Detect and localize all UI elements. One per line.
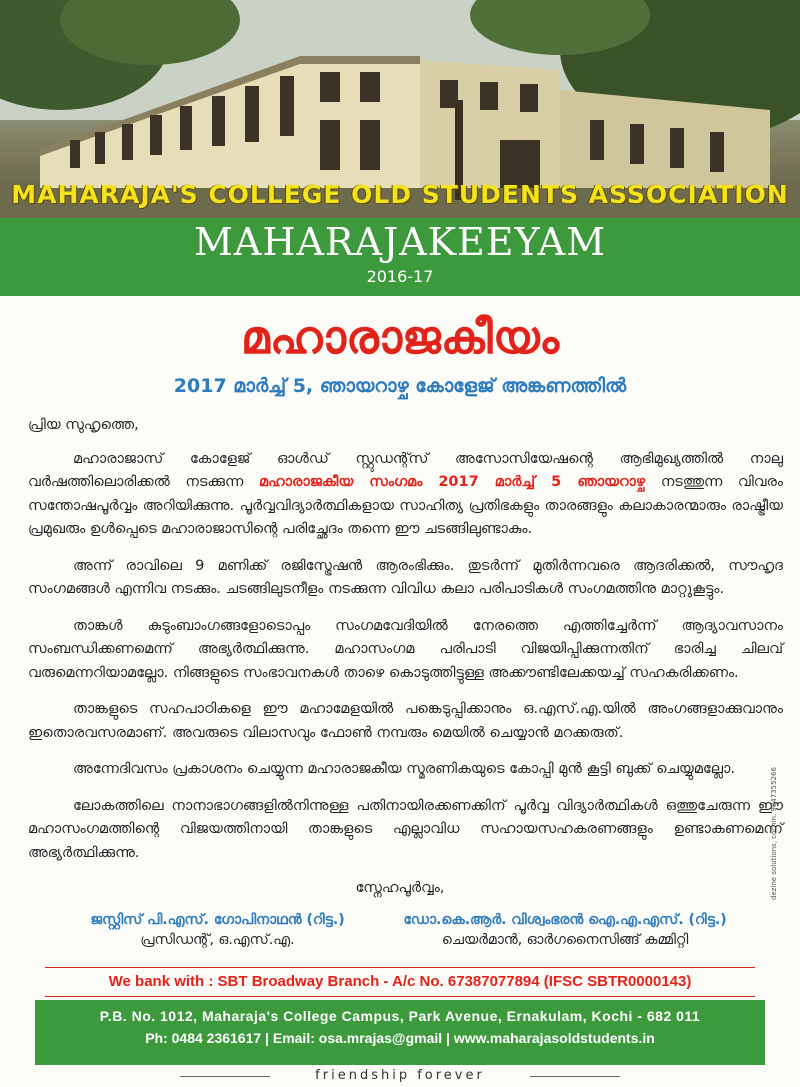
footer-address: P.B. No. 1012, Maharaja's College Campus, Park Avenue, Ernakulam, Kochi - 682 011 [99, 1008, 701, 1024]
paragraph-1-text-b: നടത്തുന്ന വിവരം സന്തോഷപൂർവ്വം അറിയിക്കുന്നു. പൂർവ്വവിദ്യാർത്ഥികളായ സാഹിത്യ പ്രതിഭകളും താരങ്ങളും കലാകാരന്മാരും രാഷ്ട്രീയ പ്രമുഖരും ഉൾപ്പെടെ മഹാരാജാസിന്റെ പരിച്ഛേദം തന്നെ ഈ ചടങ്ങിലുണ്ടാകും. [28, 474, 783, 537]
publication-title: MAHARAJAKEEYAM [193, 220, 607, 264]
paragraph-3: താങ്കൾ കുടുംബാംഗങ്ങളോടൊപ്പം സംഗമവേദിയിൽ നേരത്തെ എത്തിച്ചേർന്ന് ആദ്യാവസാനം സംബന്ധിക്കണമെന്ന് അഭ്യർത്ഥിക്കുന്നു. മഹാസംഗമ പരിപാടി വിജയിപ്പിക്കുന്നതിന് ഭാരിച്ച ചിലവ് വരുമെന്നറിയാമല്ലോ. നിങ്ങളുടെ സംഭാവനകൾ താഴെ കൊടുത്തിട്ടുള്ള അക്കൗണ്ടിലേക്കയച്ച് സഹകരിക്കണം. [28, 617, 783, 681]
footer-contact-line: Ph: 0484 2361617 | Email: osa.mrajas@gmail | www.maharajasoldstudents.in [145, 1030, 655, 1046]
event-highlight: മഹാരാജകീയ സംഗമം 2017 മാർച്ച് 5 ഞായറാഴ്ച [258, 474, 646, 490]
event-date-venue: 2017 മാർച്ച് 5, ഞായറാഴ്ച കോളേജ് അങ്കണത്തിൽ [173, 375, 627, 397]
signatory-role: പ്രസിഡന്റ്, ഒ.എസ്.എ. [140, 932, 295, 948]
association-name: MAHARAJA'S COLLEGE OLD STUDENTS ASSOCIATION [11, 180, 789, 209]
tagline-rule-right [530, 1076, 620, 1077]
paragraph-1 [28, 448, 783, 542]
signatory-role: ചെയർമാൻ, ഓർഗനൈസിങ്ങ് കമ്മിറ്റി [441, 932, 689, 948]
closing: സ്നേഹപൂർവ്വം, [355, 880, 445, 896]
signatory-chairman [395, 912, 735, 948]
paragraph-6: ലോകത്തിലെ നാനാഭാഗങ്ങളിൽനിന്നുള്ള പതിനായിരക്കണക്കിന് പൂർവ്വ വിദ്യാർത്ഥികൾ ഒത്തുചേരുന്ന ഈ മഹാസംഗമത്തിന്റെ വിജയത്തിനായി താങ്കളുടെ എല്ലാവിധ സഹായസഹകരണങ്ങളും ഉണ്ടാകണമെന്ന് അഭ്യർത്ഥിക്കുന്നു. [28, 797, 783, 861]
publication-year: 2016-17 [366, 267, 434, 286]
paragraph-2: അന്ന് രാവിലെ 9 മണിക്ക് രജിസ്ട്രേഷൻ ആരംഭിക്കും. തുടർന്ന് മുതിർന്നവരെ ആദരിക്കൽ, സൗഹൃദ സംഗമങ്ങൾ എന്നിവ നടക്കും. ചടങ്ങിലുടനീളം നടക്കുന്ന വിവിധ കലാ പരിപാടികൾ സംഗമത്തിനു മാറ്റുകൂട്ടും. [28, 557, 783, 597]
paragraph-4: താങ്കളുടെ സഹപാഠികളെ ഈ മഹാമേളയിൽ പങ്കെടുപ്പിക്കാനും ഒ.എസ്.എ.യിൽ അംഗങ്ങളാക്കുവാനും ഇതൊരവസരമാണ്. അവരുടെ വിലാസവും ഫോൺ നമ്പരും മെയിൽ ചെയ്യാൻ മറക്കരുത്. [28, 701, 783, 741]
bank-details: We bank with : SBT Broadway Branch - A/c No. 67387077894 (IFSC SBTR0000143) [45, 967, 755, 997]
letter-body [28, 414, 783, 878]
signatory-president [75, 912, 360, 948]
signatory-name: ജസ്റ്റിസ് പി.എസ്. ഗോപിനാഥൻ (റിട്ട.) [90, 912, 345, 928]
paragraph-5: അന്നേദിവസം പ്രകാശനം ചെയ്യുന്ന മഹാരാജകീയ സ്മരണികയുടെ കോപ്പി മുൻ കൂട്ടി ബുക്ക് ചെയ്യുമല്ലോ. [73, 761, 735, 777]
event-heading: മഹാരാജകീയം [240, 310, 560, 364]
signatory-name: ഡോ.കെ.ആർ. വിശ്വംഭരൻ ഐ.എ.എസ്. (റിട്ട.) [403, 912, 727, 928]
footer-contact [35, 1000, 765, 1065]
paragraph-1-text-a: മഹാരാജാസ് കോളേജ് ഓൾഡ് സ്റ്റുഡന്റ്സ് അസോസിയേഷന്റെ ആഭിമുഖ്യത്തിൽ നാലു വർഷത്തിലൊരിക്കൽ നടക്കുന്ന [28, 450, 783, 490]
salutation: പ്രിയ സുഹൃത്തെ, [28, 417, 139, 433]
designer-credit: dezine solutions, cochin. 9847355266 [770, 767, 778, 900]
tagline: friendship forever [315, 1068, 485, 1083]
